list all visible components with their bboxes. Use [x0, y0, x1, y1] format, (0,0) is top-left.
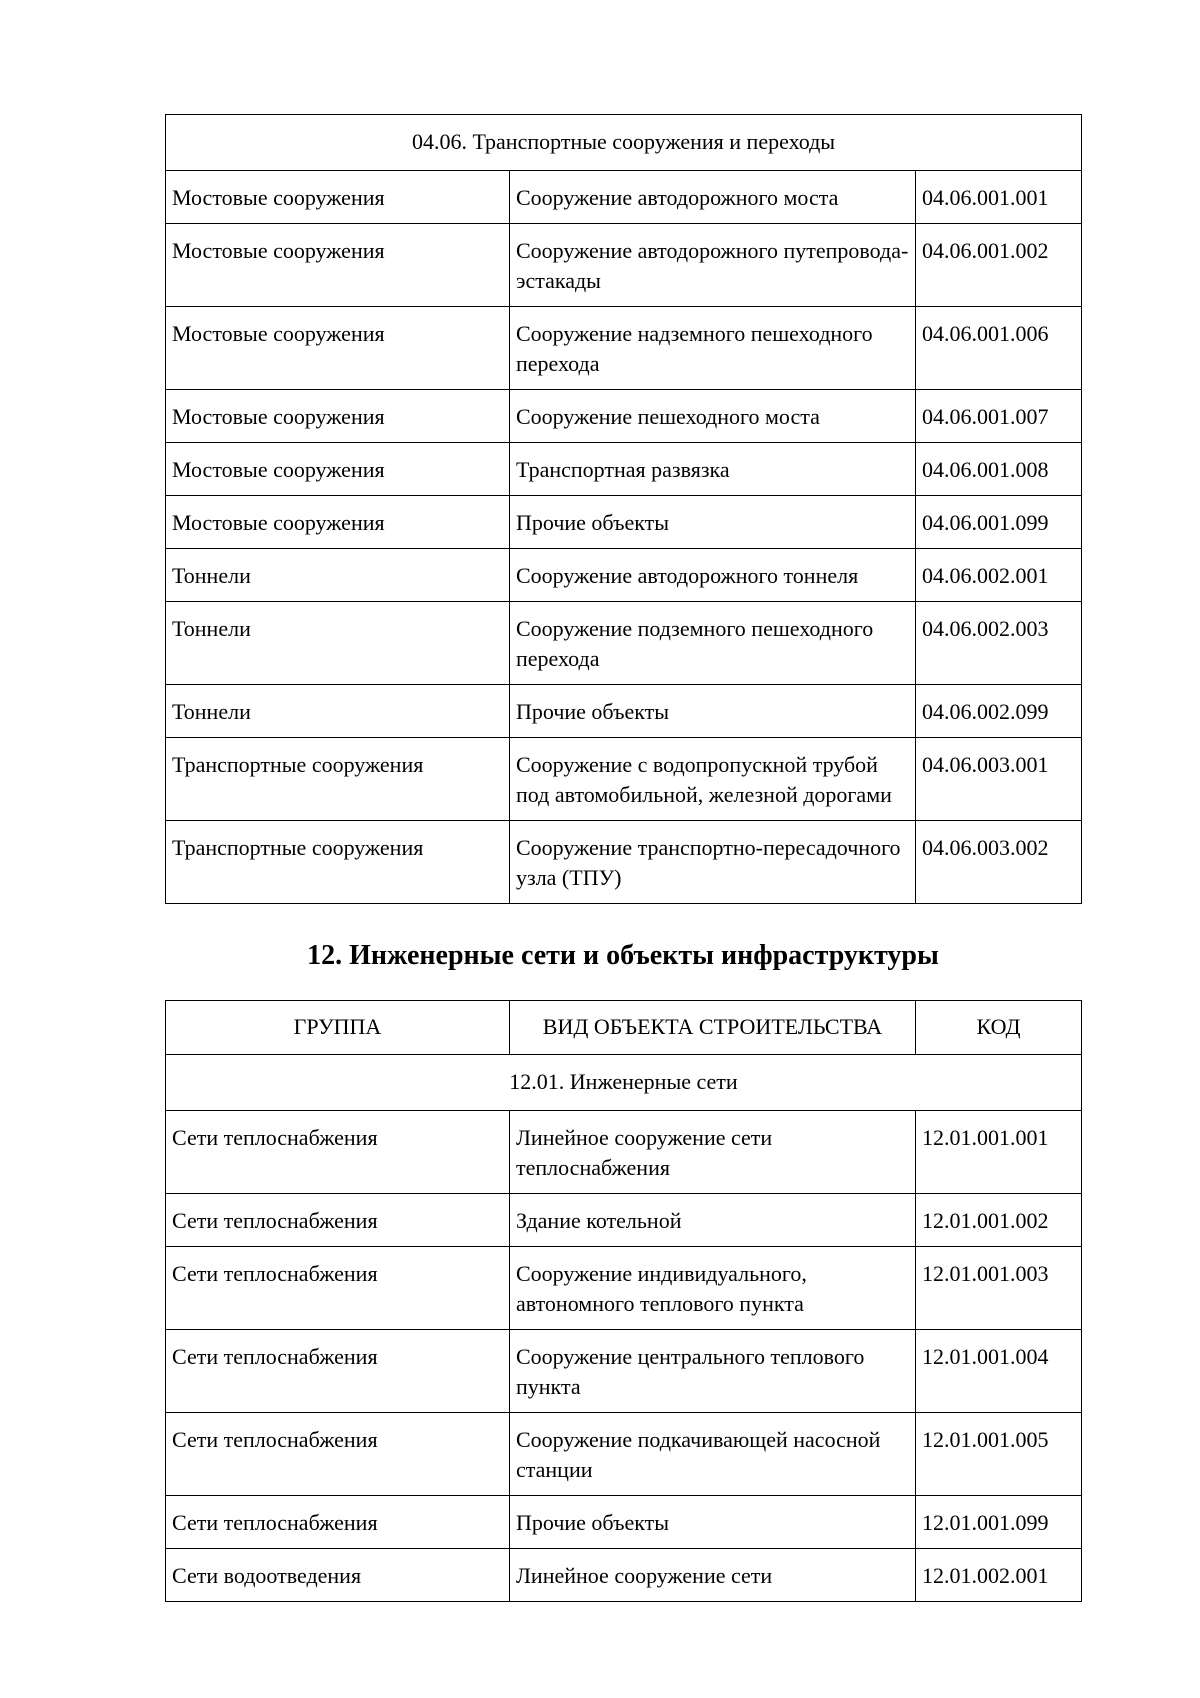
code-cell: 04.06.001.001 — [916, 171, 1082, 224]
table-row — [166, 443, 1082, 496]
group-cell: Тоннели — [166, 685, 510, 738]
table-body — [166, 1001, 1082, 1602]
table-row — [166, 738, 1082, 821]
object-type-cell: Прочие объекты — [510, 1496, 916, 1549]
object-type-cell: Линейное сооружение сети — [510, 1549, 916, 1602]
column-header-type: ВИД ОБЪЕКТА СТРОИТЕЛЬСТВА — [510, 1001, 916, 1055]
code-cell: 12.01.001.001 — [916, 1111, 1082, 1194]
object-type-cell: Сооружение центрального теплового пункта — [510, 1330, 916, 1413]
code-cell: 04.06.003.002 — [916, 821, 1082, 904]
object-type-cell: Сооружение автодорожного тоннеля — [510, 549, 916, 602]
table-row — [166, 1330, 1082, 1413]
section-title: 04.06. Транспортные сооружения и переходы — [166, 115, 1082, 171]
code-cell: 04.06.002.099 — [916, 685, 1082, 738]
object-type-cell: Прочие объекты — [510, 496, 916, 549]
group-cell: Сети теплоснабжения — [166, 1111, 510, 1194]
object-type-cell: Сооружение автодорожного моста — [510, 171, 916, 224]
table-row — [166, 1194, 1082, 1247]
table-row — [166, 390, 1082, 443]
section-row — [166, 115, 1082, 171]
table-row — [166, 1496, 1082, 1549]
code-cell: 12.01.001.003 — [916, 1247, 1082, 1330]
code-cell: 04.06.001.007 — [916, 390, 1082, 443]
code-cell: 04.06.001.006 — [916, 307, 1082, 390]
object-type-cell: Сооружение индивидуального, автономного теплового пункта — [510, 1247, 916, 1330]
table-row — [166, 1247, 1082, 1330]
code-cell: 04.06.001.008 — [916, 443, 1082, 496]
object-type-cell: Сооружение подземного пешеходного перехода — [510, 602, 916, 685]
table-body — [166, 115, 1082, 904]
object-type-cell: Сооружение автодорожного путепровода-эстакады — [510, 224, 916, 307]
group-cell: Сети теплоснабжения — [166, 1413, 510, 1496]
code-cell: 12.01.001.099 — [916, 1496, 1082, 1549]
table-row — [166, 224, 1082, 307]
object-type-cell: Сооружение транспортно-пересадочного узла (ТПУ) — [510, 821, 916, 904]
section-heading: 12. Инженерные сети и объекты инфраструктуры — [307, 940, 939, 971]
group-cell: Мостовые сооружения — [166, 390, 510, 443]
group-cell: Тоннели — [166, 602, 510, 685]
table-row — [166, 1413, 1082, 1496]
section-title: 12.01. Инженерные сети — [166, 1055, 1082, 1111]
object-type-cell: Линейное сооружение сети теплоснабжения — [510, 1111, 916, 1194]
group-cell: Мостовые сооружения — [166, 496, 510, 549]
transport-structures-table — [165, 114, 1082, 904]
group-cell: Мостовые сооружения — [166, 307, 510, 390]
group-cell: Транспортные сооружения — [166, 738, 510, 821]
object-type-cell: Прочие объекты — [510, 685, 916, 738]
group-cell: Сети теплоснабжения — [166, 1496, 510, 1549]
code-cell: 04.06.002.001 — [916, 549, 1082, 602]
group-cell: Мостовые сооружения — [166, 443, 510, 496]
code-cell: 04.06.001.002 — [916, 224, 1082, 307]
group-cell: Мостовые сооружения — [166, 224, 510, 307]
table-row — [166, 171, 1082, 224]
group-cell: Сети теплоснабжения — [166, 1194, 510, 1247]
group-cell: Сети теплоснабжения — [166, 1247, 510, 1330]
column-header-code: КОД — [916, 1001, 1082, 1055]
table-row — [166, 685, 1082, 738]
group-cell: Транспортные сооружения — [166, 821, 510, 904]
table-row — [166, 1111, 1082, 1194]
object-type-cell: Сооружение с водопропускной трубой под автомобильной, железной дорогами — [510, 738, 916, 821]
code-cell: 04.06.003.001 — [916, 738, 1082, 821]
code-cell: 04.06.001.099 — [916, 496, 1082, 549]
column-header-group: ГРУППА — [166, 1001, 510, 1055]
code-cell: 12.01.001.002 — [916, 1194, 1082, 1247]
group-cell: Сети водоотведения — [166, 1549, 510, 1602]
code-cell: 12.01.001.005 — [916, 1413, 1082, 1496]
object-type-cell: Сооружение пешеходного моста — [510, 390, 916, 443]
object-type-cell: Транспортная развязка — [510, 443, 916, 496]
code-cell: 04.06.002.003 — [916, 602, 1082, 685]
group-cell: Тоннели — [166, 549, 510, 602]
table-row — [166, 821, 1082, 904]
object-type-cell: Здание котельной — [510, 1194, 916, 1247]
table-row — [166, 549, 1082, 602]
table-row — [166, 1549, 1082, 1602]
code-cell: 12.01.002.001 — [916, 1549, 1082, 1602]
object-type-cell: Сооружение надземного пешеходного перехода — [510, 307, 916, 390]
object-type-cell: Сооружение подкачивающей насосной станции — [510, 1413, 916, 1496]
group-cell: Сети теплоснабжения — [166, 1330, 510, 1413]
code-cell: 12.01.001.004 — [916, 1330, 1082, 1413]
engineering-networks-table — [165, 1000, 1082, 1602]
header-row — [166, 1001, 1082, 1055]
group-cell: Мостовые сооружения — [166, 171, 510, 224]
table-row — [166, 307, 1082, 390]
table-row — [166, 602, 1082, 685]
table-row — [166, 496, 1082, 549]
section-row — [166, 1055, 1082, 1111]
